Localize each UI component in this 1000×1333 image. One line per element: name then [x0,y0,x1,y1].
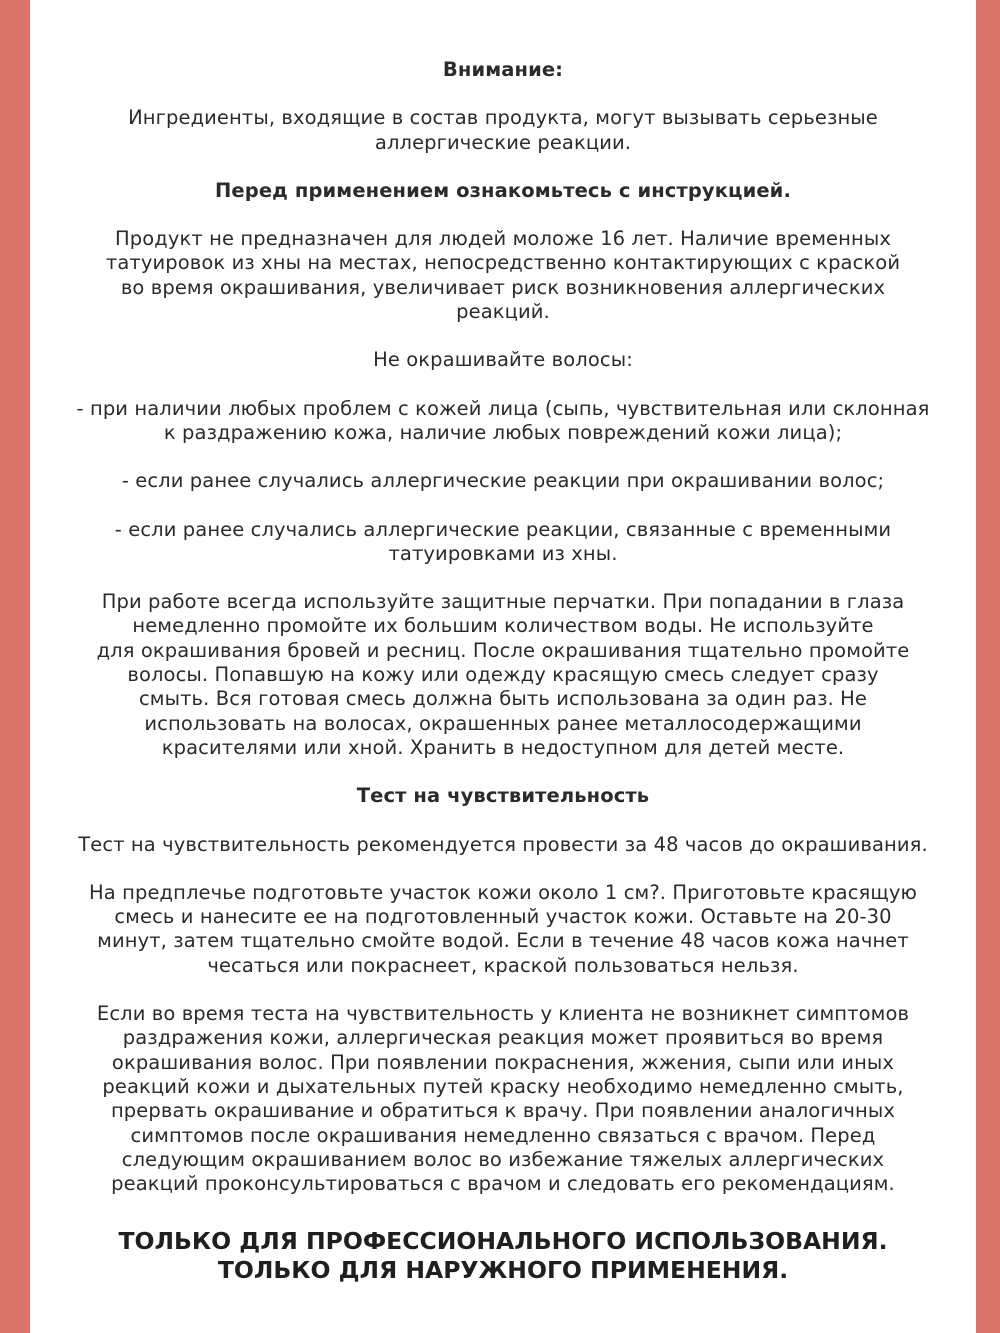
warning-document [30,0,976,1333]
final-warning: ТОЛЬКО ДЛЯ ПРОФЕССИОНАЛЬНОГО ИСПОЛЬЗОВАНИЯ. ТОЛЬКО ДЛЯ НАРУЖНОГО ПРИМЕНЕНИЯ. [118,1227,888,1285]
usage-instructions: При работе всегда используйте защитные перчатки. При попадании в глаза немедленно промойте их большим количеством воды. Не используйте для окрашивания бровей и ресниц. После окрашивания тщательно промойте волосы. Попавшую на кожу или одежду красящую смесь следует сразу смыть. Вся готовая смесь должна быть использована за один раз. Не использовать на волосах, окрашенных ранее металлосодержащими красителями или хной. Хранить в недоступном для детей месте. [96,590,910,759]
condition-skin-problems: - при наличии любых проблем с кожей лица (сыпь, чувствительная или склонная к раздражению кожа, наличие любых повреждений кожи лица); [76,396,930,444]
read-instructions-heading: Перед применением ознакомьтесь с инструкцией. [215,178,791,202]
condition-allergy-dyeing: - если ранее случались аллергические реакции при окрашивании волос; [121,469,885,493]
sensitivity-test-title: Тест на чувствительность [356,784,650,808]
sensitivity-test-timing: Тест на чувствительность рекомендуется провести за 48 часов до окрашивания. [78,832,928,856]
age-henna-warning: Продукт не предназначен для людей моложе 16 лет. Наличие временных татуировок из хны на местах, непосредственно контактирующих с краской во время окрашивания, увеличивает риск возникновения аллергических реакций. [105,227,901,324]
ingredients-warning: Ингредиенты, входящие в состав продукта, могут вызывать серьезные аллергические реакции. [128,106,878,154]
sensitivity-test-procedure: На предплечье подготовьте участок кожи около 1 см?. Приготовьте красящую смесь и нанесите ее на подготовленный участок кожи. Оставьте на 20-30 минут, затем тщательно смойте водой. Если в течение 48 часов кожа начнет чесаться или покраснеет, краской пользоваться нельзя. [89,880,917,977]
attention-title: Внимание: [442,58,564,81]
condition-allergy-henna: - если ранее случались аллергические реакции, связанные с временными татуировками из хны. [114,517,892,565]
sensitivity-test-followup: Если во время теста на чувствительность у клиента не возникнет симптомов раздражения кожи, аллергическая реакция может проявиться во время окрашивания волос. При появлении покраснения, жжения, сыпи или иных реакций кожи и дыхательных путей краску необходимо немедленно смыть, прервать окрашивание и обратиться к врачу. При появлении аналогичных симптомов после окрашивания немедленно связаться с врачом. Перед следующим окрашиванием волос во избежание тяжелых аллергических реакций проконсультироваться с врачом и следовать его рекомендациям. [96,1002,910,1196]
do-not-dye-heading: Не окрашивайте волосы: [373,348,633,372]
